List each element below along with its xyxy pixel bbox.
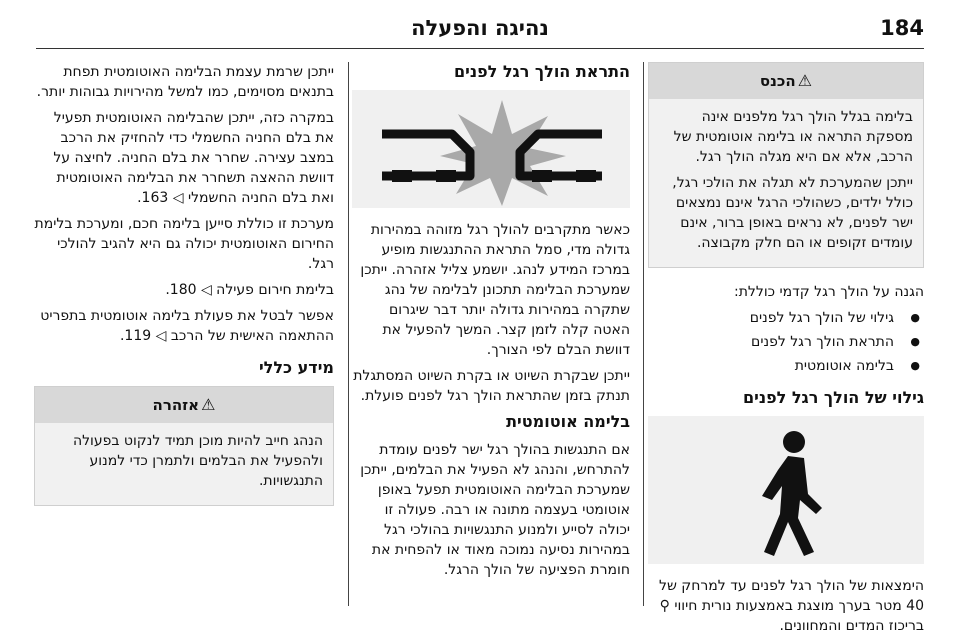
caution-header bbox=[649, 63, 923, 99]
paragraph: אם התנגשות בהולך רגל ישר לפנים עומדת להתרחש, והנהג לא הפעיל את הבלמים, ייתכן שמערכת הבלימה האוטומטית תפעל באופן אוטומטי בעצמה מתונה או רבה. פעולה זו יכולה לסייע ולמנוע התנגשויות בהולכי רגל במהירות נסיעה נמוכה מאוד או להפחית את חומרת הפציעה של הולך הרגל. bbox=[360, 442, 630, 578]
paragraph: ייתכן שרמת עצמת הבלימה האוטומטית תפחת בתנאים מסוימים, כמו למשל מהירויות גבוהות יותר. bbox=[36, 64, 334, 100]
section-title: גילוי של הולך רגל לפנים bbox=[742, 388, 924, 407]
paragraph: ייתכן שבקרת השיוט או בקרת השיוט המסתגלת תנתק בזמן שהתראת הולך רגל לפנים פועלת. bbox=[353, 368, 630, 404]
intro-text: הגנה על הולך רגל קדמי כוללת: bbox=[734, 284, 924, 300]
warning-header bbox=[35, 387, 333, 423]
warning-body bbox=[35, 423, 333, 505]
collision-warning-icon bbox=[352, 90, 630, 208]
caution-body bbox=[649, 99, 923, 267]
column-divider bbox=[348, 62, 349, 606]
warning-triangle-icon: ⚠ bbox=[797, 71, 813, 90]
feature-list bbox=[648, 308, 924, 376]
paragraph: במקרה כזה, ייתכן שהבלימה האוטומטית תפעיל את בלם החניה החשמלי כדי להחזיק את הרכב במצב עצירה. שחרר את בלם החניה. לחיצה על דוושת ההאצה תשחרר את הבלימה האוטומטית ואת בלם החניה החשמלי ◁ 163. bbox=[53, 110, 334, 206]
page-header bbox=[0, 0, 960, 46]
middle-column bbox=[352, 62, 630, 586]
caution-paragraph: ייתכן שהמערכת לא תגלה את הולכי רגל, כולל ילדים, כשהולכי הרגל אינם נמצאים ישר לפנים, לא נראים באופן ברור, אינם עומדים זקופים או הם חלק מקבוצה. bbox=[672, 175, 913, 251]
column-divider bbox=[643, 62, 644, 606]
section-title: התראת הולך רגל לפנים bbox=[453, 62, 630, 81]
warning-text: הנהג חייב להיות מוכן תמיד לנקוט בפעולה ולהפעיל את הבלמים ולתמרן כדי למנוע התנגשויות. bbox=[72, 433, 323, 489]
section-title: בלימה אוטומטית bbox=[506, 412, 630, 431]
paragraph: אפשר לבטל את פעולת בלימה אוטומטית בתפריט ההתאמה האישית של הרכב ◁ 119. bbox=[40, 308, 334, 344]
chapter-title: נהיגה והפעלה bbox=[411, 16, 549, 40]
paragraph: כאשר מתקרבים להולך רגל מזוהה במהירות גדולה מדי, סמל התראת ההתנגשות מופיע במרכז המידע לנהג. יושמע צליל אזהרה. ייתכן שמערכת הבלימה תתכונן לבלימה של נהג שתקרה במהירות גדולה יותר דבר שיגרום האטה קלה לזמן קצר. המשך להפעיל את דוושת הבלם לפי הצורך. bbox=[360, 222, 630, 358]
warning-box bbox=[34, 386, 334, 506]
header-rule bbox=[36, 48, 924, 49]
warning-title: אזהרה bbox=[152, 396, 200, 414]
pedestrian-icon bbox=[648, 416, 924, 564]
caution-paragraph: בלימה בגלל הולך רגל מלפנים אינה מספקת התראה או בלימה אוטומטית של הרכב, אלא אם היא מגלה הולך רגל. bbox=[673, 109, 913, 165]
paragraph: מערכת זו כוללת סייען בלימה חכם, ומערכת בלימת החירום האוטומטית יכולה גם היא להגיב להולכי רגל. bbox=[34, 216, 334, 272]
section-title: מידע כללי bbox=[258, 358, 334, 377]
figure-caption: הימצאות של הולך רגל לפנים עד למרחק של 40 מטר בערך מוצגת באמצעות נורית חיווי ⚲ בריכוז המדים והמחוונים. bbox=[658, 578, 924, 634]
collision-figure bbox=[352, 90, 630, 208]
pedestrian-figure bbox=[648, 416, 924, 564]
right-column bbox=[648, 62, 924, 642]
left-column bbox=[34, 62, 334, 520]
list-item: ● התראת הולך רגל לפנים bbox=[648, 332, 924, 352]
list-item: ● גילוי של הולך רגל לפנים bbox=[648, 308, 924, 328]
page-number: 184 bbox=[880, 16, 924, 40]
caution-box bbox=[648, 62, 924, 268]
caution-title: הכנס bbox=[759, 72, 796, 90]
list-item: ● בלימה אוטומטית bbox=[648, 356, 924, 376]
warning-triangle-icon: ⚠ bbox=[201, 395, 216, 414]
paragraph: בלימת חירום פעילה ◁ 180. bbox=[165, 282, 334, 298]
